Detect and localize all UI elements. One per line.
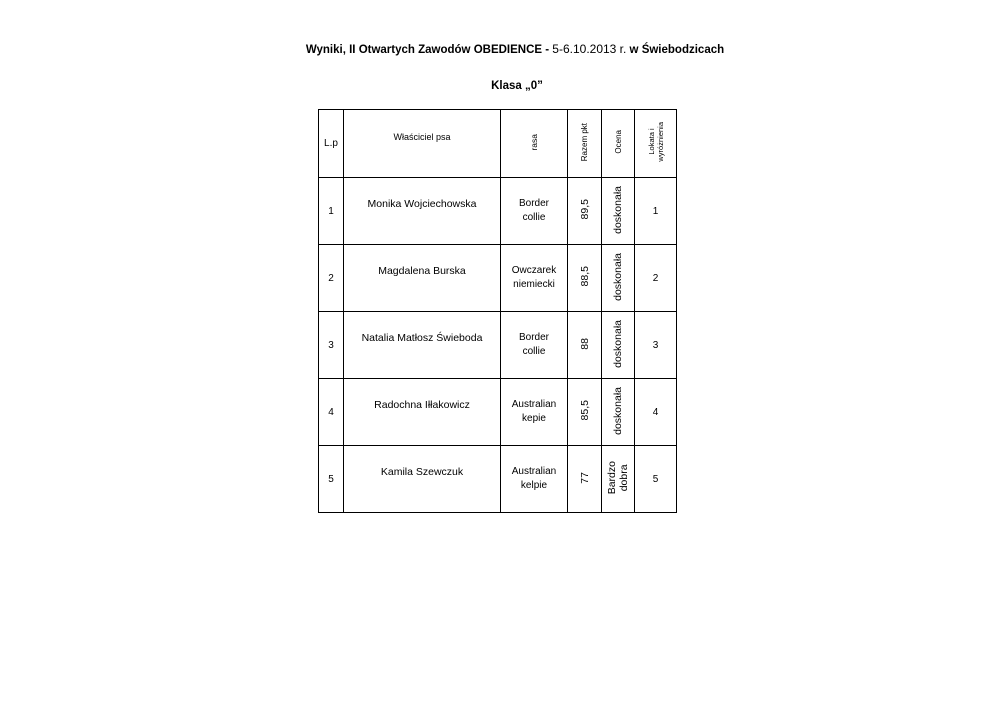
header-breed <box>501 110 568 178</box>
header-rank-line2: wyróżnienia <box>655 122 665 162</box>
lp-value: 5 <box>328 473 334 485</box>
header-rank-line1: Lokata i <box>646 128 656 156</box>
owner-name: Natalia Matłosz Świeboda <box>361 332 483 344</box>
breed-line2: collie <box>522 346 546 357</box>
cell-grade <box>602 178 635 245</box>
table-row <box>319 178 677 245</box>
breed-line1: Owczarek <box>511 265 557 276</box>
lp-value: 4 <box>328 406 334 418</box>
title-place: w Świebodzicach <box>626 44 725 56</box>
rank-value: 5 <box>652 473 659 485</box>
points-value: 89,5 <box>578 199 591 220</box>
points-value: 88,5 <box>578 266 591 287</box>
title-main: Wyniki, II Otwartych Zawodów OBEDIENCE - <box>305 44 553 56</box>
grade-value <box>606 461 630 494</box>
cell-rank <box>635 312 677 379</box>
grade-line1: Bardzo <box>606 460 618 495</box>
rank-value: 2 <box>652 272 659 284</box>
header-breed-label: rasa <box>529 133 539 151</box>
rank-value: 1 <box>652 205 659 217</box>
cell-points <box>568 446 602 513</box>
cell-rank <box>635 446 677 513</box>
cell-rank <box>635 379 677 446</box>
cell-rank <box>635 178 677 245</box>
breed-line1: Border <box>518 198 549 209</box>
header-grade-label: Ocena <box>613 130 623 154</box>
title-date: 5-6.10.2013 r. <box>552 42 627 56</box>
header-points-label: Razem pkt <box>580 122 589 162</box>
header-points <box>568 110 602 178</box>
cell-breed <box>501 178 568 245</box>
cell-breed <box>501 379 568 446</box>
cell-points <box>568 379 602 446</box>
grade-value: doskonała <box>612 185 624 234</box>
points-value: 88 <box>578 337 591 350</box>
header-grade <box>602 110 635 178</box>
cell-breed <box>501 312 568 379</box>
header-owner <box>344 110 501 178</box>
breed-line2: kepie <box>522 413 546 424</box>
breed-line1: Australian <box>511 466 557 477</box>
cell-points <box>568 245 602 312</box>
points-value: 85,5 <box>578 400 591 421</box>
cell-breed <box>501 446 568 513</box>
breed-line2: kelpie <box>520 480 548 491</box>
results-table <box>318 109 677 513</box>
table-row <box>319 446 677 513</box>
header-lp <box>319 110 344 178</box>
cell-lp <box>319 178 344 245</box>
owner-name: Monika Wojciechowska <box>367 198 477 210</box>
cell-lp <box>319 379 344 446</box>
grade-line2: dobra <box>618 464 630 491</box>
header-rank <box>635 110 677 178</box>
cell-owner <box>344 178 501 245</box>
header-rank-label <box>647 122 665 162</box>
cell-breed <box>501 245 568 312</box>
breed-line1: Border <box>518 332 549 343</box>
document-title <box>0 42 992 56</box>
breed-line2: niemiecki <box>513 279 555 290</box>
cell-rank <box>635 245 677 312</box>
lp-value: 1 <box>328 205 334 217</box>
table-header-row <box>319 110 677 178</box>
grade-value: doskonała <box>612 252 624 301</box>
rank-value: 4 <box>652 406 659 418</box>
grade-value: doskonała <box>612 319 624 368</box>
table-row <box>319 312 677 379</box>
cell-grade <box>602 446 635 513</box>
cell-points <box>568 178 602 245</box>
cell-points <box>568 312 602 379</box>
table-row <box>319 379 677 446</box>
cell-grade <box>602 312 635 379</box>
owner-name: Kamila Szewczuk <box>380 466 464 478</box>
cell-lp <box>319 446 344 513</box>
breed-line2: collie <box>522 212 546 223</box>
lp-value: 3 <box>328 339 334 351</box>
cell-owner <box>344 379 501 446</box>
cell-owner <box>344 245 501 312</box>
owner-name: Magdalena Burska <box>378 265 466 277</box>
cell-grade <box>602 245 635 312</box>
lp-value: 2 <box>328 272 334 284</box>
points-value: 77 <box>578 471 591 484</box>
cell-lp <box>319 312 344 379</box>
class-subtitle: Klasa „0” <box>491 80 543 92</box>
cell-owner <box>344 312 501 379</box>
cell-lp <box>319 245 344 312</box>
cell-grade <box>602 379 635 446</box>
breed-line1: Australian <box>511 399 557 410</box>
grade-value: doskonała <box>612 386 624 435</box>
rank-value: 3 <box>652 339 659 351</box>
cell-owner <box>344 446 501 513</box>
table-row <box>319 245 677 312</box>
header-lp-label: L.p <box>324 138 338 149</box>
header-owner-label: Właściciel psa <box>393 132 451 142</box>
owner-name: Radochna Iłłakowicz <box>374 399 470 411</box>
